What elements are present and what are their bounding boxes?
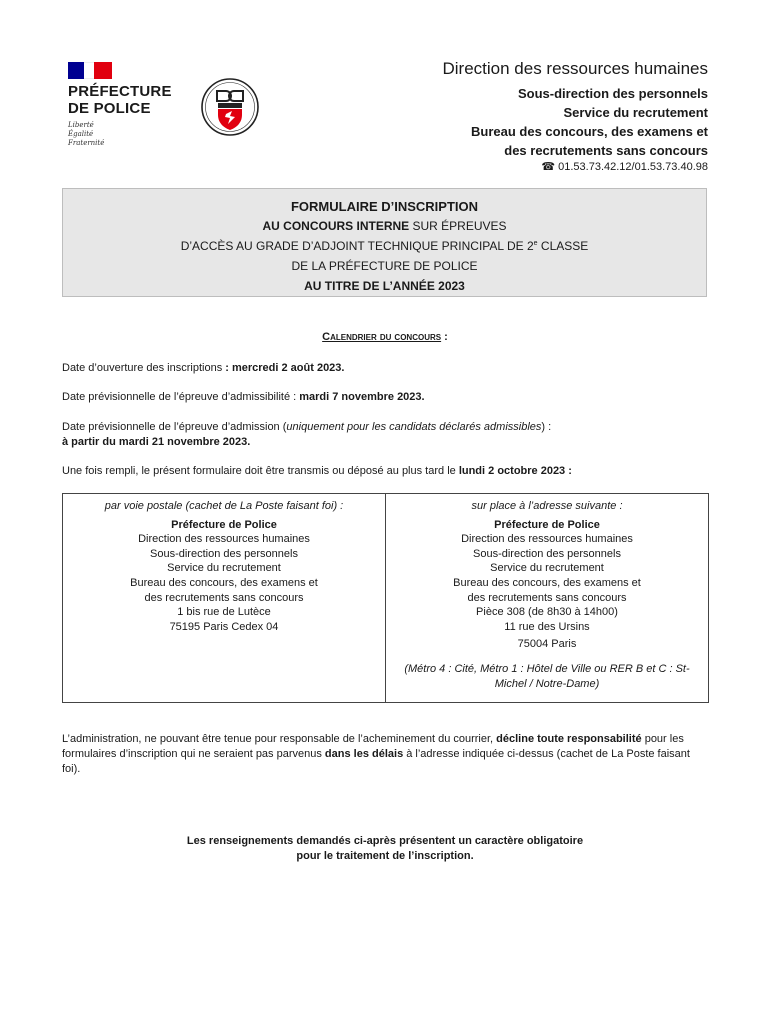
opening-date — [62, 361, 710, 376]
admission-label: Date prévisionnelle de l’épreuve d’admission ( — [62, 421, 287, 433]
opening-label: Date d’ouverture des inscriptions — [62, 362, 226, 374]
title-line3 — [63, 236, 706, 256]
header-direction: Direction des ressources humaines — [442, 59, 708, 78]
admissibility-value: mardi 7 novembre 2023. — [299, 391, 425, 403]
postal-line: Bureau des concours, des examens et — [130, 576, 318, 589]
calendar-heading-text: Calendrier du concours — [322, 331, 442, 343]
onsite-line: Service du recrutement — [490, 562, 604, 575]
disclaimer-part1: L’administration, ne pouvant être tenue pour responsable de l’acheminement du courrier, — [62, 733, 497, 745]
onsite-line: 11 rue des Ursins — [504, 620, 590, 633]
onsite-line: Pièce 308 (de 8h30 à 14h00) — [476, 606, 618, 619]
notice-line2: pour le traitement de l’inscription. — [296, 850, 474, 862]
logo-title — [68, 83, 178, 117]
postal-line: 75195 Paris Cedex 04 — [169, 620, 279, 633]
admissibility-label: Date prévisionnelle de l’épreuve d’admissibilité : — [62, 391, 300, 403]
prefecture-police-emblem-icon — [200, 77, 260, 137]
disclaimer-part2: pour les formulaires d’inscription qui ne seraient pas parvenus — [62, 733, 684, 760]
addresses-table — [62, 493, 709, 703]
admission-note: uniquement pour les candidats déclarés admissibles — [286, 421, 542, 433]
onsite-name: Préfecture de Police — [494, 518, 600, 531]
header-bureau-line2: des recrutements sans concours — [504, 143, 708, 158]
onsite-metro: (Métro 4 : Cité, Métro 1 : Hôtel de Ville ou RER B et C : St-Michel / Notre-Dame) — [404, 662, 690, 690]
phone-number: 01.53.73.42.12/01.53.73.40.98 — [558, 161, 708, 173]
postal-line: Service du recrutement — [167, 562, 281, 575]
onsite-line: Bureau des concours, des examens et — [453, 576, 641, 589]
title-line3-sup: e — [533, 240, 538, 247]
title-line2-rest: SUR ÉPREUVES — [409, 219, 507, 233]
postal-name: Préfecture de Police — [171, 518, 277, 531]
onsite-address — [385, 494, 708, 702]
header-block — [442, 58, 708, 175]
calendar-heading — [0, 331, 770, 343]
opening-value: : mercredi 2 août 2023. — [225, 362, 345, 374]
postal-line: 1 bis rue de Lutèce — [177, 606, 271, 619]
mandatory-notice — [0, 834, 770, 864]
motto-fraternite: Fraternité — [68, 139, 105, 147]
onsite-heading: sur place à l’adresse suivante : — [471, 500, 623, 512]
postal-line: des recrutements sans concours — [144, 591, 304, 604]
disclaimer-part3: à l’adresse indiquée ci-dessus (cachet de La Poste faisant foi). — [62, 748, 690, 775]
admission-date — [62, 420, 710, 450]
admission-label-end: ) : — [541, 421, 552, 433]
header-service: Service du recrutement — [563, 105, 708, 120]
title-line4: DE LA PRÉFECTURE DE POLICE — [291, 259, 478, 273]
logo-motto — [68, 121, 178, 148]
disclaimer — [62, 732, 710, 777]
onsite-line: 75004 Paris — [517, 638, 577, 651]
logo-title-line1: PRÉFECTURE — [68, 83, 172, 100]
motto-liberte: Liberté — [68, 121, 94, 129]
deadline-value: lundi 2 octobre 2023 : — [458, 465, 572, 477]
motto-egalite: Égalité — [68, 130, 94, 138]
title-line3-main: D’ACCÈS AU GRADE D’ADJOINT TECHNIQUE PRINCIPAL DE 2 — [180, 239, 534, 253]
prefecture-logo — [68, 62, 178, 152]
phone-icon: ☎ — [541, 161, 556, 173]
postal-heading: par voie postale (cachet de La Poste faisant foi) : — [104, 500, 344, 512]
title-line2 — [63, 216, 706, 236]
postal-line: Sous-direction des personnels — [150, 547, 298, 560]
onsite-line: Sous-direction des personnels — [473, 547, 621, 560]
disclaimer-bold2: dans les délais — [324, 748, 404, 760]
title-line2-bold: AU CONCOURS INTERNE — [262, 219, 410, 233]
header-bureau-line1: Bureau des concours, des examens et — [471, 124, 708, 139]
postal-address — [63, 494, 385, 702]
notice-line1: Les renseignements demandés ci-après présentent un caractère obligatoire — [186, 835, 584, 847]
deadline — [62, 464, 710, 479]
deadline-text: Une fois rempli, le présent formulaire doit être transmis ou déposé au plus tard le — [62, 465, 459, 477]
title-line3-end: CLASSE — [537, 239, 589, 253]
french-flag-icon — [68, 62, 112, 79]
onsite-line: Direction des ressources humaines — [461, 533, 633, 546]
title-line5: AU TITRE DE L’ANNÉE 2023 — [304, 279, 465, 293]
postal-line: Direction des ressources humaines — [138, 533, 310, 546]
header-sous-direction: Sous-direction des personnels — [518, 86, 708, 101]
calendar-heading-colon: : — [441, 331, 448, 343]
admissibility-date — [62, 390, 710, 405]
form-title-box — [62, 188, 707, 297]
disclaimer-bold1: décline toute responsabilité — [496, 733, 642, 745]
form-title: FORMULAIRE D’INSCRIPTION — [290, 199, 479, 214]
onsite-line: des recrutements sans concours — [467, 591, 627, 604]
admission-value: à partir du mardi 21 novembre 2023. — [62, 436, 251, 448]
header-phone — [442, 160, 708, 175]
logo-title-line2: DE POLICE — [68, 100, 151, 117]
